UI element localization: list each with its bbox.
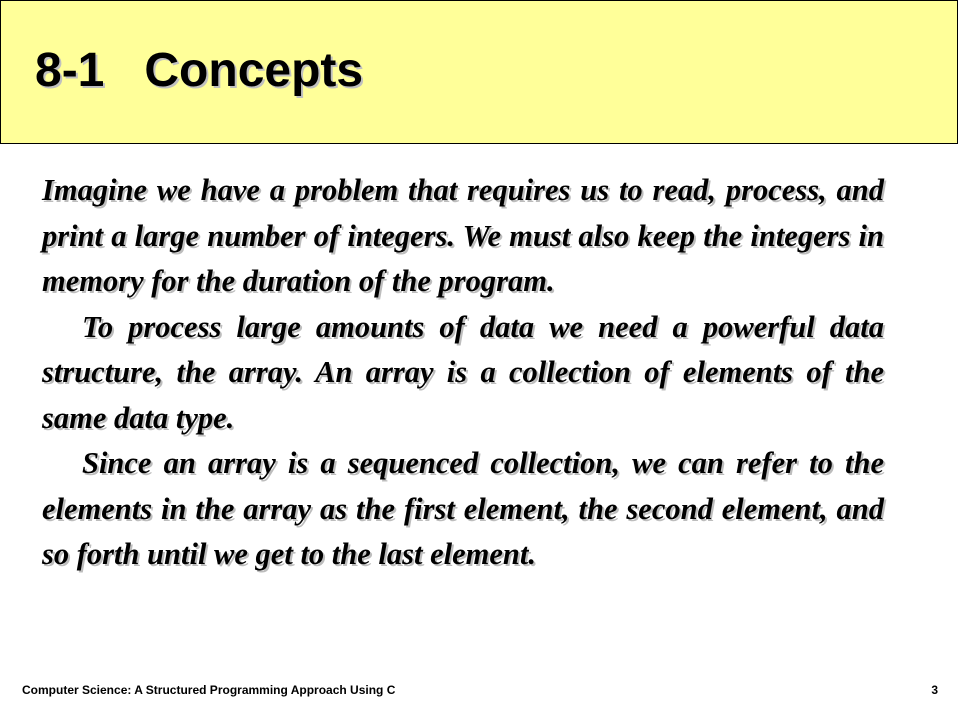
slide-title: 8-1 Concepts	[35, 44, 364, 97]
paragraph-sequenced-collection: Since an array is a sequenced collection, we can refer to the elements in the array as the first element, the second element, and so forth until we get to the last element.	[42, 446, 884, 571]
footer-book-title: Computer Science: A Structured Programming Approach Using C	[22, 683, 396, 697]
title-bar	[0, 0, 958, 144]
paragraph-array-definition: To process large amounts of data we need a powerful data structure, the array. An array is a collection of elements of the same data type.	[42, 309, 884, 435]
paragraph-intro: Imagine we have a problem that requires us to read, process, and print a large number of integers. We must also keep the integers in memory for the duration of the program.	[42, 173, 884, 298]
slide-body	[42, 168, 884, 578]
footer-page-number: 3	[931, 683, 938, 697]
